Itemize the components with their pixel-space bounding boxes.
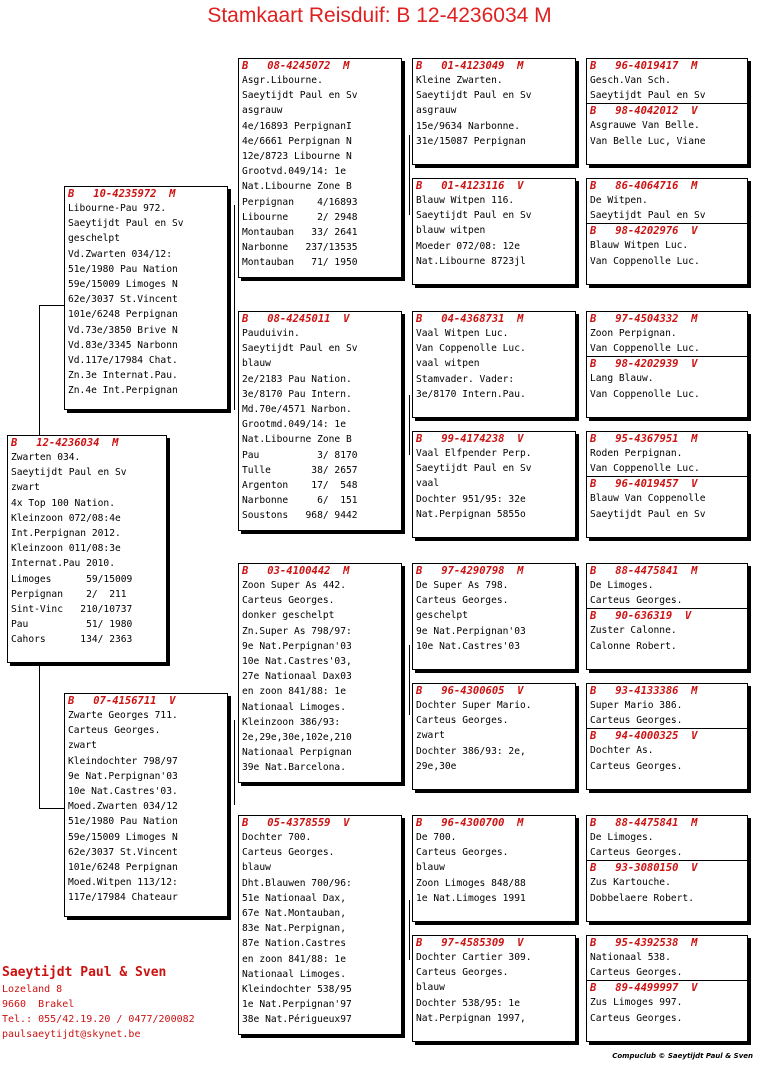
detail-line: Stamvader. Vader: <box>416 373 515 385</box>
detail-line: Vd.83e/3345 Narbonn <box>68 339 178 351</box>
pigeon-pair-card <box>586 311 748 418</box>
detail-line: Nationaal 538. <box>590 952 671 963</box>
detail-line: Nat.Perpignan 1997, <box>416 1012 526 1024</box>
detail-line: Lang Blauw. <box>590 373 654 385</box>
detail-line: Zn.Super As 798/97: <box>242 625 352 637</box>
detail-line: De Witpen. <box>590 195 648 206</box>
detail-line: Limoges 59/15009 <box>11 573 133 585</box>
ring-number: B 10-4235972 M <box>68 188 176 200</box>
detail-line: Dochter 700. <box>242 832 312 843</box>
detail-line: Carteus Georges. <box>590 967 683 979</box>
detail-line: Carteus Georges. <box>416 715 509 727</box>
detail-line: Carteus Georges. <box>590 760 683 772</box>
detail-line: Internat.Pau 2010. <box>11 558 115 570</box>
detail-line: Zoon Perpignan. <box>590 328 677 339</box>
detail-line: Carteus Georges. <box>590 595 683 607</box>
detail-line: Super Mario 386. <box>590 700 683 711</box>
detail-line: geschelpt <box>68 233 120 245</box>
detail-line: 9e Nat.Perpignan'03 <box>68 770 178 782</box>
connector-line <box>39 305 40 435</box>
detail-line: Pau 3/ 8170 <box>242 449 358 461</box>
ring-number: B 96-4019457 V <box>587 476 747 491</box>
detail-line: 51e/1980 Pau Nation <box>68 816 178 828</box>
detail-line: Dochter Cartier 309. <box>416 952 532 963</box>
detail-line: Nationaal Limoges. <box>242 968 346 980</box>
detail-line: Carteus Georges. <box>68 725 161 737</box>
detail-line: Saeytijdt Paul en Sv <box>242 90 358 102</box>
detail-line: 38e Nat.Périgueux97 <box>242 1014 352 1026</box>
detail-line: Perpignan 2/ 211 <box>11 588 127 600</box>
ring-number: B 95-4392538 M <box>590 937 698 949</box>
detail-line: Carteus Georges. <box>416 595 509 607</box>
ring-number: B 86-4064716 M <box>590 180 698 192</box>
detail-line: 27e Nationaal Dax03 <box>242 671 352 683</box>
detail-line: Van Coppenolle Luc. <box>590 388 700 400</box>
connector-line <box>234 720 235 805</box>
pigeon-card-father <box>64 186 228 410</box>
detail-line: 67e Nat.Montauban, <box>242 908 346 920</box>
detail-line: 9e Nat.Perpignan'03 <box>242 640 352 652</box>
detail-line: Nationaal Perpignan <box>242 747 352 759</box>
ring-number: B 93-4133386 M <box>590 685 698 697</box>
detail-line: Pauduivin. <box>242 328 300 339</box>
detail-line: Carteus Georges. <box>242 847 335 859</box>
detail-line: Zn.3e Internat.Pau. <box>68 370 178 382</box>
detail-line: 101e/6248 Perpignan <box>68 309 178 321</box>
detail-line: Van Coppenolle Luc. <box>416 343 526 355</box>
detail-line: Vaal Witpen Luc. <box>416 328 509 339</box>
detail-line: zwart <box>11 482 40 494</box>
detail-line: De Limoges. <box>590 580 654 591</box>
detail-line: 10e Nat.Castres'03, <box>242 656 352 668</box>
detail-line: Grootmd.049/14: 1e <box>242 419 346 431</box>
pigeon-card-mf <box>238 563 402 783</box>
detail-line: Moed.Witpen 113/12: <box>68 877 178 889</box>
detail-line: Calonne Robert. <box>590 640 677 652</box>
detail-line: Nat.Libourne 8723jl <box>416 255 526 267</box>
detail-line: Montauban 71/ 1950 <box>242 257 358 269</box>
detail-line: Perpignan 4/16893 <box>242 196 358 208</box>
pigeon-card-mm <box>238 815 402 1035</box>
detail-line: Carteus Georges. <box>416 847 509 859</box>
ring-number: B 98-4202976 V <box>587 223 747 238</box>
detail-line: 62e/3037 St.Vincent <box>68 846 178 858</box>
ring-number: B 94-4000325 V <box>587 728 747 743</box>
detail-line: De Limoges. <box>590 832 654 843</box>
owner-address-line: 9660 Brakel <box>2 999 75 1010</box>
detail-line: Saeytijdt Paul en Sv <box>242 343 358 355</box>
detail-line: Blauw Witpen 116. <box>416 195 515 206</box>
page-title: Stamkaart Reisduif: B 12-4236034 M <box>207 4 552 27</box>
ring-number: B 07-4156711 V <box>68 695 176 707</box>
pigeon-card-g4 <box>412 815 576 922</box>
detail-line: 15e/9634 Narbonne. <box>416 120 520 132</box>
pigeon-card-g4 <box>412 58 576 165</box>
detail-line: Kleindochter 538/95 <box>242 984 352 996</box>
detail-line: Kleindochter 798/97 <box>68 755 178 767</box>
detail-line: Van Coppenolle Luc. <box>590 463 700 475</box>
detail-line: Zoon Super As 442. <box>242 580 346 591</box>
detail-line: donker geschelpt <box>242 610 335 622</box>
ring-number: B 03-4100442 M <box>242 565 350 577</box>
detail-line: asgrauw <box>416 105 457 117</box>
owner-block <box>2 964 195 1042</box>
detail-line: vaal witpen <box>416 358 480 370</box>
pigeon-card-ff <box>238 58 402 278</box>
detail-line: 1e Nat.Limoges 1991 <box>416 892 526 904</box>
pigeon-card-g4 <box>412 311 576 418</box>
detail-line: 4e/16893 PerpignanI <box>242 120 352 132</box>
detail-line: Carteus Georges. <box>242 595 335 607</box>
detail-line: Roden Perpignan. <box>590 448 683 459</box>
detail-line: Asgrauwe Van Belle. <box>590 120 700 132</box>
detail-line: Nat.Perpignan 5855o <box>416 508 526 520</box>
ring-number: B 99-4174238 V <box>416 433 524 445</box>
detail-line: blauw <box>242 358 271 370</box>
detail-line: Grootvd.049/14: 1e <box>242 166 346 178</box>
detail-line: Dochter As. <box>590 745 654 757</box>
detail-line: 1e Nat.Perpignan'97 <box>242 999 352 1011</box>
detail-line: Zuster Calonne. <box>590 625 677 637</box>
detail-line: 87e Nation.Castres <box>242 938 346 950</box>
detail-line: Dochter Super Mario. <box>416 700 532 711</box>
ring-number: B 01-4123049 M <box>416 60 524 72</box>
detail-line: Kleine Zwarten. <box>416 75 503 86</box>
owner-address-line: Lozeland 8 <box>2 984 63 995</box>
detail-line: Md.70e/4571 Narbon. <box>242 404 352 416</box>
ring-number: B 96-4300700 M <box>416 817 524 829</box>
detail-line: Nat.Libourne Zone B <box>242 434 352 446</box>
pigeon-card-subject <box>7 435 167 663</box>
detail-line: 31e/15087 Perpignan <box>416 135 526 147</box>
ring-number: B 90-636319 V <box>587 608 747 623</box>
detail-line: De 700. <box>416 832 457 843</box>
detail-line: Van Coppenolle Luc. <box>590 255 700 267</box>
detail-line: Carteus Georges. <box>590 847 683 859</box>
detail-line: Saeytijdt Paul en Sv <box>416 90 532 102</box>
footer-credit: Compuclub © Saeytijdt Paul & Sven <box>612 1052 753 1060</box>
detail-line: Saeytijdt Paul en Sv <box>416 210 532 222</box>
detail-line: 51e Nationaal Dax, <box>242 892 346 904</box>
detail-line: Moed.Zwarten 034/12 <box>68 801 178 813</box>
detail-line: Vd.73e/3850 Brive N <box>68 324 178 336</box>
detail-line: 62e/3037 St.Vincent <box>68 294 178 306</box>
detail-line: Narbonne 6/ 151 <box>242 495 358 507</box>
connector-line <box>409 645 410 715</box>
detail-line: Libourne 2/ 2948 <box>242 211 358 223</box>
detail-line: Dochter 538/95: 1e <box>416 997 520 1009</box>
owner-name: Saeytijdt Paul & Sven <box>2 965 167 980</box>
owner-phone: Tel.: 055/42.19.20 / 0477/200082 <box>2 1014 195 1025</box>
connector-line <box>234 205 235 410</box>
pigeon-card-g4 <box>412 935 576 1042</box>
detail-line: Carteus Georges. <box>416 967 509 979</box>
connector-line <box>39 305 64 306</box>
pigeon-pair-card <box>586 563 748 670</box>
connector-line <box>409 135 410 215</box>
detail-line: 101e/6248 Perpignan <box>68 862 178 874</box>
detail-line: 39e Nat.Barcelona. <box>242 762 346 774</box>
pigeon-card-g4 <box>412 178 576 285</box>
connector-line <box>39 663 40 808</box>
pigeon-card-g4 <box>412 563 576 670</box>
ring-number: B 98-4042012 V <box>587 103 747 118</box>
detail-line: Van Belle Luc, Viane <box>590 135 706 147</box>
detail-line: 4e/6661 Perpignan N <box>242 135 352 147</box>
detail-line: Vaal Elfpender Perp. <box>416 448 532 459</box>
detail-line: Kleinzoon 011/08:3e <box>11 543 121 555</box>
ring-number: B 96-4300605 V <box>416 685 524 697</box>
detail-line: Saeytijdt Paul en Sv <box>590 508 706 520</box>
detail-line: Montauban 33/ 2641 <box>242 227 358 239</box>
pigeon-card-g4 <box>412 683 576 790</box>
detail-line: 117e/17984 Chateaur <box>68 892 178 904</box>
detail-line: De Super As 798. <box>416 580 509 591</box>
detail-line: 9e Nat.Perpignan'03 <box>416 625 526 637</box>
detail-line: Cahors 134/ 2363 <box>11 634 133 646</box>
detail-line: asgrauw <box>242 105 283 117</box>
detail-line: Sint-Vinc 210/10737 <box>11 604 133 616</box>
detail-line: 2e,29e,30e,102e,210 <box>242 732 352 744</box>
detail-line: en zoon 841/88: 1e <box>242 953 346 965</box>
pigeon-card-fm <box>238 311 402 531</box>
pigeon-pair-card <box>586 431 748 538</box>
ring-number: B 88-4475841 M <box>590 817 698 829</box>
detail-line: Int.Perpignan 2012. <box>11 528 121 540</box>
detail-line: 2e/2183 Pau Nation. <box>242 373 352 385</box>
detail-line: 51e/1980 Pau Nation <box>68 263 178 275</box>
detail-line: 4x Top 100 Nation. <box>11 497 115 509</box>
detail-line: Saeytijdt Paul en Sv <box>68 218 184 230</box>
ring-number: B 88-4475841 M <box>590 565 698 577</box>
detail-line: Libourne-Pau 972. <box>68 203 167 214</box>
ring-number: B 12-4236034 M <box>11 437 119 449</box>
detail-line: Gesch.Van Sch. <box>590 75 671 86</box>
pigeon-pair-card <box>586 935 748 1042</box>
detail-line: Dobbelaere Robert. <box>590 892 694 904</box>
detail-line: blauw <box>416 862 445 874</box>
detail-line: en zoon 841/88: 1e <box>242 686 346 698</box>
detail-line: Blauw Witpen Luc. <box>590 240 689 252</box>
pigeon-details <box>8 450 166 648</box>
ring-number: B 01-4123116 V <box>416 180 524 192</box>
detail-line: Zoon Limoges 848/88 <box>416 877 526 889</box>
connector-line <box>39 808 64 809</box>
detail-line: Zwarten 034. <box>11 452 81 463</box>
detail-line: 3e/8170 Intern.Pau. <box>416 388 526 400</box>
detail-line: blauw <box>242 862 271 874</box>
pigeon-pair-card <box>586 178 748 285</box>
pigeon-pair-card <box>586 815 748 922</box>
detail-line: Vd.117e/17984 Chat. <box>68 355 178 367</box>
ring-number: B 95-4367951 M <box>590 433 698 445</box>
ring-number: B 97-4585309 V <box>416 937 524 949</box>
detail-line: 83e Nat.Perpignan, <box>242 923 346 935</box>
detail-line: Zus Kartouche. <box>590 877 671 889</box>
detail-line: Dochter 951/95: 32e <box>416 493 526 505</box>
detail-line: Carteus Georges. <box>590 715 683 727</box>
detail-line: Zus Limoges 997. <box>590 997 683 1009</box>
pigeon-card-mother <box>64 693 228 917</box>
ring-number: B 05-4378559 V <box>242 817 350 829</box>
detail-line: Tulle 38/ 2657 <box>242 464 358 476</box>
detail-line: Vd.Zwarten 034/12: <box>68 248 172 260</box>
detail-line: Nat.Libourne Zone B <box>242 181 352 193</box>
detail-line: geschelpt <box>416 610 468 622</box>
detail-line: Dht.Blauwen 700/96: <box>242 877 352 889</box>
detail-line: 59e/15009 Limoges N <box>68 831 178 843</box>
detail-line: zwart <box>68 740 97 752</box>
detail-line: Pau 51/ 1980 <box>11 619 133 631</box>
ring-number: B 96-4019417 M <box>590 60 698 72</box>
detail-line: 29e,30e <box>416 760 457 772</box>
detail-line: blauw witpen <box>416 225 486 237</box>
detail-line: 3e/8170 Pau Intern. <box>242 388 352 400</box>
detail-line: Blauw Van Coppenolle <box>590 493 706 505</box>
detail-line: Zn.4e Int.Perpignan <box>68 385 178 397</box>
detail-line: Argenton 17/ 548 <box>242 480 358 492</box>
detail-line: Saeytijdt Paul en Sv <box>590 90 706 102</box>
detail-line: Nationaal Limoges. <box>242 701 346 713</box>
detail-line: zwart <box>416 730 445 742</box>
ring-number: B 97-4504332 M <box>590 313 698 325</box>
connector-line <box>409 900 410 960</box>
detail-line: Moeder 072/08: 12e <box>416 240 520 252</box>
detail-line: Van Coppenolle Luc. <box>590 343 700 355</box>
detail-line: Carteus Georges. <box>590 1012 683 1024</box>
ring-number: B 89-4499997 V <box>587 980 747 995</box>
owner-email: paulsaeytijdt@skynet.be <box>2 1029 141 1040</box>
detail-line: Soustons 968/ 9442 <box>242 510 358 522</box>
ring-number: B 04-4368731 M <box>416 313 524 325</box>
detail-line: Dochter 386/93: 2e, <box>416 745 526 757</box>
ring-number: B 08-4245072 M <box>242 60 350 72</box>
ring-number: B 98-4202939 V <box>587 356 747 371</box>
detail-line: Zwarte Georges 711. <box>68 710 178 721</box>
detail-line: Saeytijdt Paul en Sv <box>590 210 706 222</box>
connector-line <box>409 395 410 455</box>
detail-line: Saeytijdt Paul en Sv <box>11 467 127 479</box>
ring-number: B 08-4245011 V <box>242 313 350 325</box>
detail-line: 59e/15009 Limoges N <box>68 279 178 291</box>
pigeon-pair-card <box>586 58 748 165</box>
detail-line: blauw <box>416 982 445 994</box>
ring-number: B 97-4290798 M <box>416 565 524 577</box>
detail-line: Kleinzoon 072/08:4e <box>11 512 121 524</box>
detail-line: Narbonne 237/13535 <box>242 242 358 254</box>
pigeon-pair-card <box>586 683 748 790</box>
pigeon-card-g4 <box>412 431 576 538</box>
ring-number: B 93-3080150 V <box>587 860 747 875</box>
detail-line: 10e Nat.Castres'03 <box>416 640 520 652</box>
detail-line: 10e Nat.Castres'03. <box>68 786 178 798</box>
detail-line: Asgr.Libourne. <box>242 75 323 86</box>
detail-line: Kleinzoon 386/93: <box>242 716 341 728</box>
detail-line: 12e/8723 Libourne N <box>242 151 352 163</box>
detail-line: Saeytijdt Paul en Sv <box>416 463 532 475</box>
detail-line: vaal <box>416 478 440 490</box>
